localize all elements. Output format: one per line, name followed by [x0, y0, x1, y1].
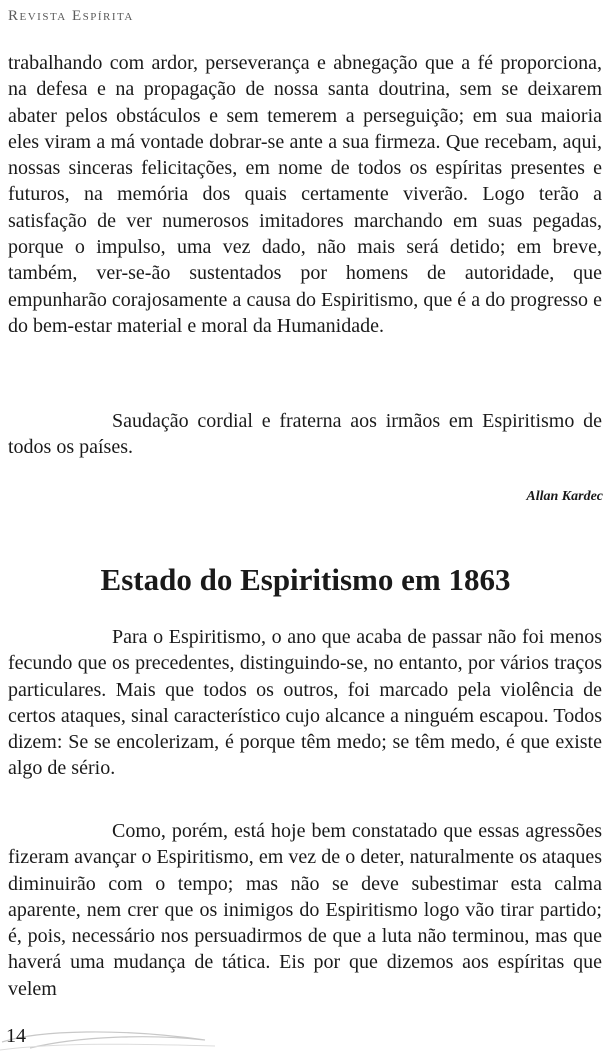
author-signature: Allan Kardec	[526, 489, 603, 504]
greeting-paragraph: Saudação cordial e fraterna aos irmãos em Espiritismo de todos os países.	[8, 410, 602, 459]
section-paragraph: Como, porém, está hoje bem constatado que essas agressões fizeram avançar o Espiritismo, em vez de o deter, naturalmente os ataques diminuirão com o tempo; mas não se deve subestimar esta calma aparente, nem crer que os inimigos do Espiritismo logo vão tirar partido; é, pois, necessário nos persuadirmos de que a luta não terminou, mas que haverá uma mudança de tática. Eis por que dizemos aos espíritas que velem	[8, 820, 602, 1000]
section-title: Estado do Espiritismo em 1863	[100, 562, 511, 597]
footer-swash-ornament	[0, 1020, 220, 1055]
section-paragraph: Para o Espiritismo, o ano que acaba de passar não foi menos fecundo que os precedentes, distinguindo-se, no entanto, por vários traços particulares. Mais que todos os outros, foi marcado pela violência de certos ataques, sinal característico cujo alcance a ninguém escapou. Todos dizem: Se se encolerizam, é porque têm medo; se têm medo, é que existe algo de sério.	[8, 626, 602, 780]
running-head: Revista Espírita	[8, 8, 134, 24]
page-number: 14	[6, 1025, 26, 1047]
body-paragraph: trabalhando com ardor, perseverança e abnegação que a fé proporciona, na defesa e na propagação de nossa santa doutrina, sem se deixarem abater pelos obstáculos e sem temerem a perseguição; em sua maioria eles viram a má vontade dobrar-se ante a sua firmeza. Que recebam, aqui, nossas sinceras felicitações, em nome de todos os espíritas presentes e futuros, na memória dos quais certamente viverão. Logo terão a satisfação de ver numerosos imitadores marchando em suas pegadas, porque o impulso, uma vez dado, não mais será detido; em breve, também, ver-se-ão sustentados por homens de autoridade, que empunharão corajosamente a causa do Espiritismo, que é a do progresso e do bem-estar material e moral da Humanidade.	[8, 52, 602, 337]
